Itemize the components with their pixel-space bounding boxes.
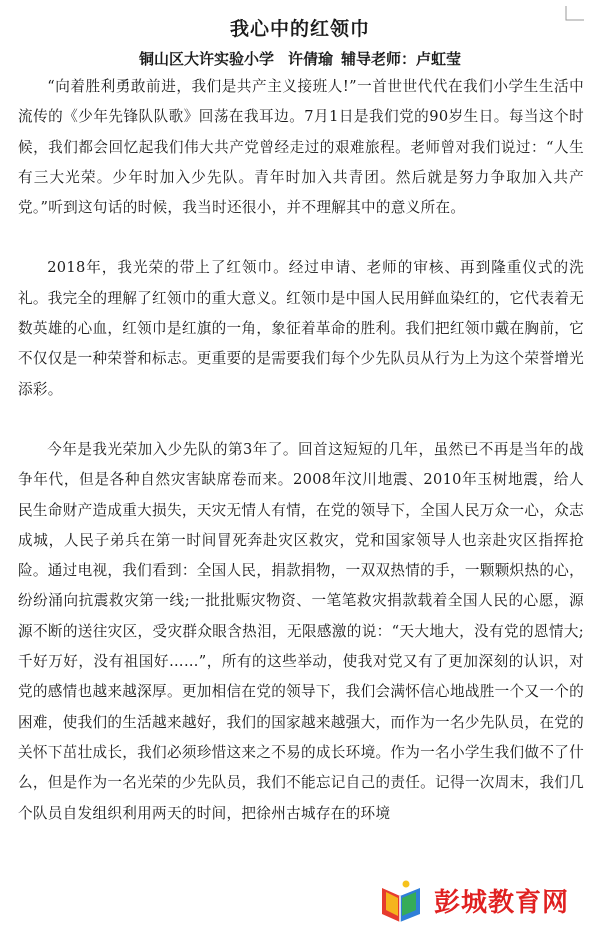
document-title: 我心中的红领巾 xyxy=(229,18,370,40)
school-name: 铜山区大许实验小学 xyxy=(138,50,274,68)
paragraph-1: “向着胜利勇敢前进，我们是共产主义接班人!”一首世世代代在我们小学生生活中流传的《少年先锋队队歌》回荡在我耳边。7月1日是我们党的90岁生日。每当这个时候，我们都会回忆起我们伟大共产党曾经走过的艰难旅程。老师曾对我们说过：“人生有三大光荣。少年时加入少先队。青年时加入共青团。然后就是努力争取加入共产党。”听到这句话的时候，我当时还很小，并不理解其中的意义所在。 xyxy=(18,78,584,217)
author-name: 许倩瑜 xyxy=(287,50,333,68)
site-watermark xyxy=(376,878,600,925)
watermark-text: 彭城教育网 xyxy=(434,888,570,918)
article-body xyxy=(18,72,584,829)
colorful-book-logo-icon xyxy=(376,878,434,925)
byline xyxy=(0,48,600,69)
teacher-name: 辅导老师：卢虹莹 xyxy=(341,50,462,68)
paragraph-3: 今年是我光荣加入少先队的第3年了。回首这短短的几年，虽然已不再是当年的战争年代，但是各种自然灾害缺席卷而来。2008年汶川地震、2010年玉树地震，给人民生命财产造成重大损失，天灾无情人有情，在党的领导下，全国人民万众一心，众志成城，人民子弟兵在第一时间冒死奔赴灾区救灾，党和国家领导人也亲赴灾区指挥抢险。通过电视，我们看到：全国人民，捐款捐物，一双双热情的手，一颗颗炽热的心，纷纷涌向抗震救灾第一线;一批批赈灾物资、一笔笔救灾捐款载着全国人民的心愿，源源不断的送往灾区，受灾群众眼含热泪，无限感激的说：“天大地大，没有党的恩情大;千好万好，没有祖国好……”，所有的这些举动，使我对党又有了更加深刻的认识，对党的感情也越来越深厚。更加相信在党的领导下，我们会满怀信心地战胜一个又一个的困难，使我们的生活越来越好，我们的国家越来越强大，而作为一名少先队员，在党的关怀下茁壮成长，我们必须珍惜这来之不易的成长环境。作为一名小学生我们做不了什么，但是作为一名光荣的少先队员，我们不能忘记自己的责任。记得一次周末，我们几个队员自发组织利用两天的时间，把徐州古城存在的环境 xyxy=(18,440,584,822)
paragraph-2: 2018年，我光荣的带上了红领巾。经过申请、老师的审核、再到隆重仪式的洗礼。我完全的理解了红领巾的重大意义。红领巾是中国人民用鲜血染红的，它代表着无数英雄的心血，红领巾是红旗的一角，象征着革命的胜利。我们把红领巾戴在胸前，它不仅仅是一种荣誉和标志。更重要的是需要我们每个少先队员从行为上为这个荣誉增光添彩。 xyxy=(18,259,584,398)
